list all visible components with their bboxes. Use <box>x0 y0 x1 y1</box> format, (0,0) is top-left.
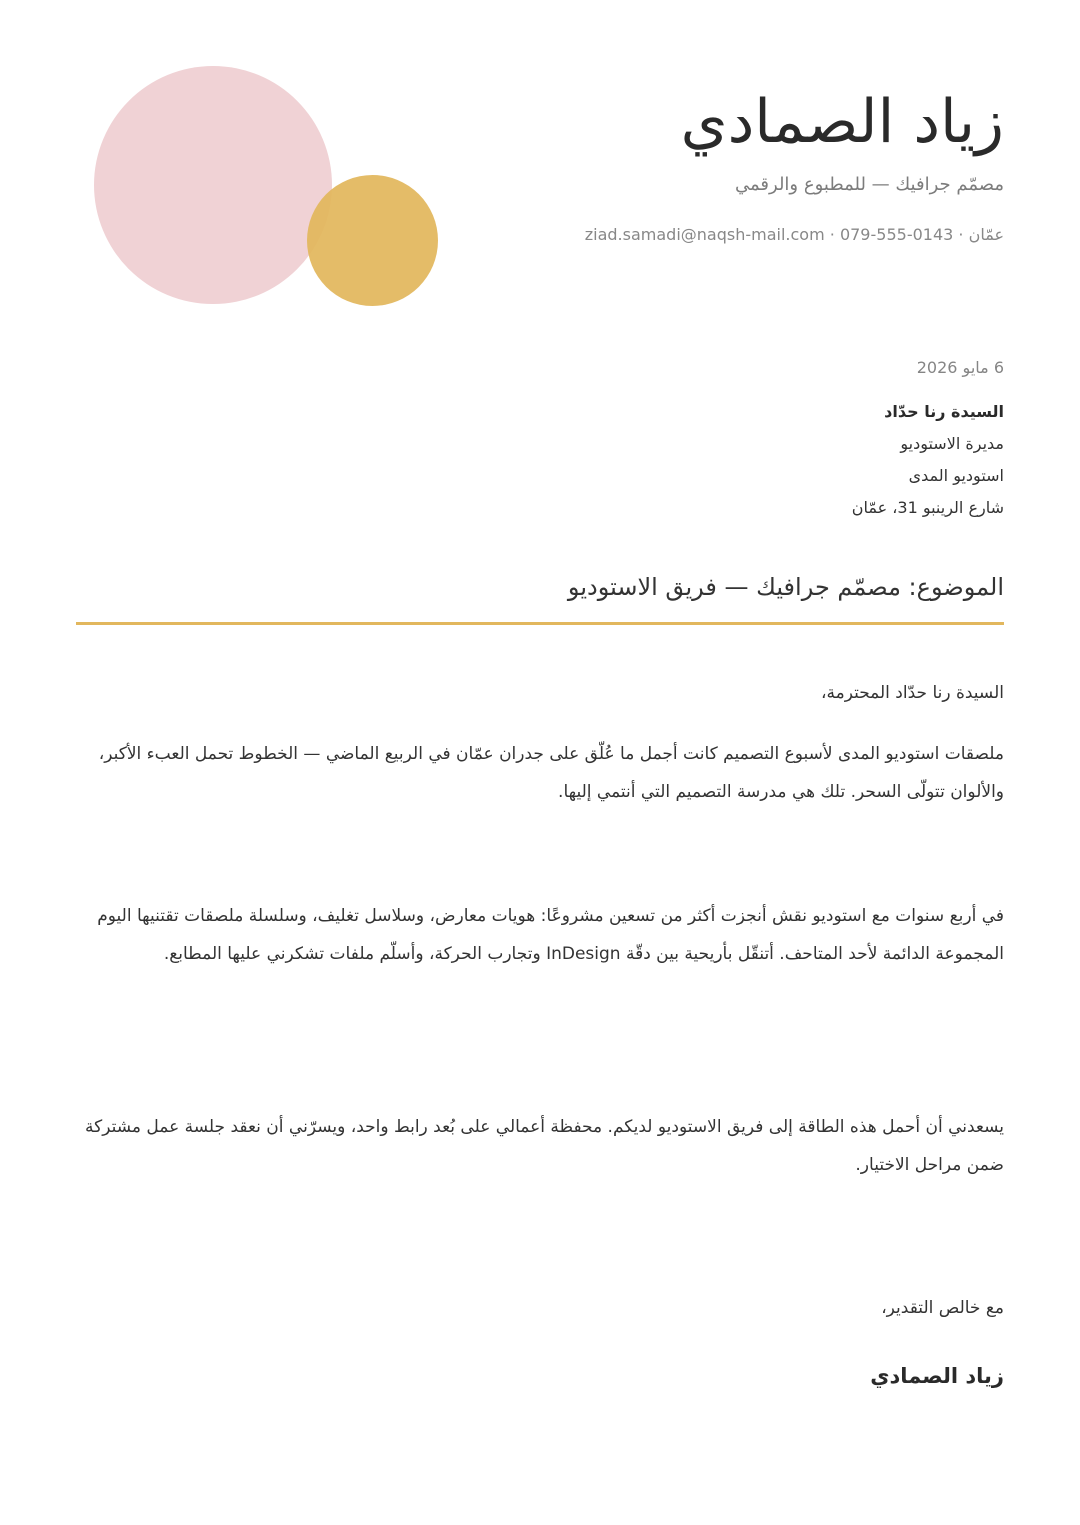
subject-divider <box>76 622 1004 625</box>
recipient-title: مديرة الاستوديو <box>900 434 1004 453</box>
recipient-address: شارع الرينبو 31، عمّان <box>851 498 1004 517</box>
recipient-name: السيدة رنا حدّاد <box>884 402 1004 421</box>
body-paragraph-2: في أربع سنوات مع استوديو نقش أنجزت أكثر من تسعين مشروعًا: هويات معارض، وسلاسل تغليف، وسلسلة ملصقات تقتنيها اليوم المجموعة الدائمة لأحد المتاحف. أتنقّل بأريحية بين دقّة InDesign وتجارب الحركة، وأسلّم ملفات تشكرني عليها المطابع. <box>97 906 1004 964</box>
letter-salutation: السيدة رنا حدّاد المحترمة، <box>820 683 1004 703</box>
letter-closing: مع خالص التقدير، <box>881 1298 1004 1318</box>
letter-subject: الموضوع: مصمّم جرافيك — فريق الاستوديو <box>567 573 1004 601</box>
decorative-pink-circle <box>94 66 332 304</box>
recipient-company: استوديو المدى <box>908 466 1004 485</box>
recipient-block <box>852 396 1004 524</box>
decorative-gold-circle <box>307 175 438 306</box>
body-paragraph-1: ملصقات استوديو المدى لأسبوع التصميم كانت أجمل ما عُلّق على جدران عمّان في الربيع الماضي — الخطوط تحمل العبء الأكبر، والألوان تتولّى السحر. تلك هي مدرسة التصميم التي أنتمي إليها. <box>98 744 1004 802</box>
sender-name-heading: زياد الصمادي <box>680 87 1004 157</box>
sender-contact-line: عمّان · 0143-555-079 · ziad.samadi@naqsh-mail.com <box>584 225 1004 244</box>
sender-tagline: مصمّم جرافيك — للمطبوع والرقمي <box>735 174 1004 195</box>
body-paragraph-3: يسعدني أن أحمل هذه الطاقة إلى فريق الاستوديو لديكم. محفظة أعمالي على بُعد رابط واحد، ويسرّني أن نعقد جلسة عمل مشتركة ضمن مراحل الاختيار. <box>84 1117 1004 1175</box>
signature-name: زياد الصمادي <box>870 1364 1004 1388</box>
letter-date: 6 مايو 2026 <box>916 358 1004 377</box>
